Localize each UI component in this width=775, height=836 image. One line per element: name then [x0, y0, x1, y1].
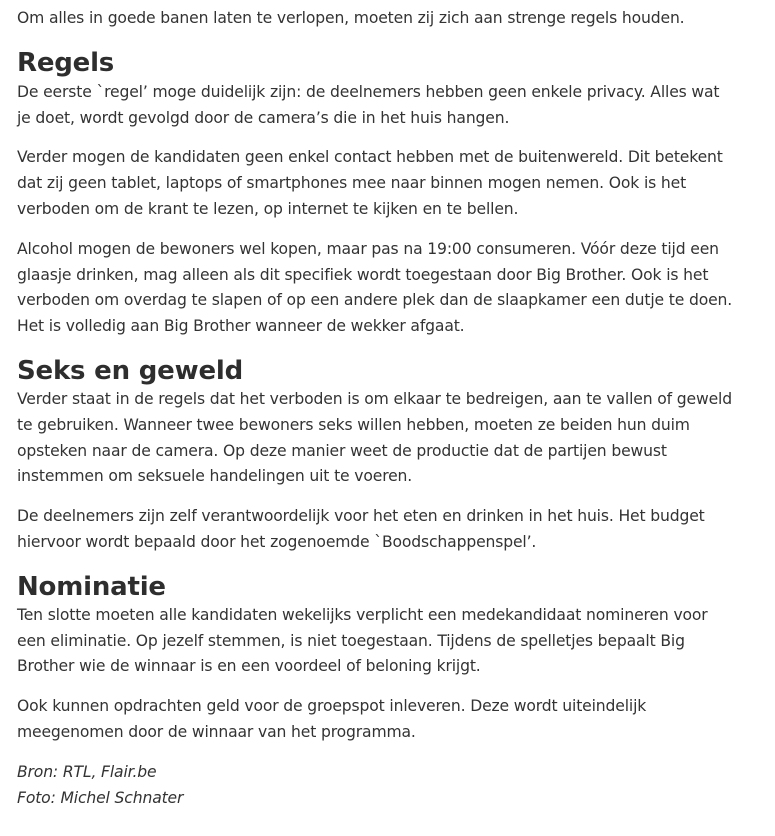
paragraph: De deelnemers zijn zelf verantwoordelijk voor het eten en drinken in het huis. Het budget hiervoor wordt bepaald door het zogenoemde `Boodschappenspel’.	[17, 507, 705, 551]
paragraph: Verder staat in de regels dat het verboden is om elkaar te bedreigen, aan te vallen of geweld te gebruiken. Wanneer twee bewoners seks willen hebben, moeten ze beiden hun duim opsteken naar de camera. Op deze manier weet de productie dat de partijen bewust instemmen om seksuele handelingen uit te voeren.	[17, 389, 732, 486]
paragraph: Ten slotte moeten alle kandidaten wekelijks verplicht een medekandidaat nomineren voor een eliminatie. Op jezelf stemmen, is niet toegestaan. Tijdens de spelletjes bepaalt Big Brother wie de winnaar is en een voordeel of beloning krijgt.	[17, 605, 708, 676]
section-heading-nominatie: Nominatie	[17, 571, 166, 602]
intro-paragraph: Om alles in goede banen laten te verlopen, moeten zij zich aan strenge regels houden.	[17, 9, 685, 27]
section-heading-regels: Regels	[17, 47, 115, 78]
section-heading-seks-en-geweld: Seks en geweld	[17, 355, 243, 386]
paragraph: Alcohol mogen de bewoners wel kopen, maar pas na 19:00 consumeren. Vóór deze tijd een glaasje drinken, mag alleen als dit specifiek wordt toegestaan door Big Brother. Ook is het verboden om overdag te slapen of op een andere plek dan de slaapkamer een dutje te doen. Het is volledig aan Big Brother wanneer de wekker afgaat.	[17, 239, 733, 336]
photo-credit: Foto: Michel Schnater	[17, 788, 184, 807]
paragraph: De eerste `regel’ moge duidelijk zijn: de deelnemers hebben geen enkele privacy. Alles wat je doet, wordt gevolgd door de camera’s die in het huis hangen.	[17, 82, 720, 127]
article-body	[17, 0, 737, 811]
source-credit: Bron: RTL, Flair.be	[17, 762, 157, 781]
paragraph: Ook kunnen opdrachten geld voor de groepspot inleveren. Deze wordt uiteindelijk meegenomen door de winnaar van het programma.	[17, 697, 647, 741]
paragraph: Verder mogen de kandidaten geen enkel contact hebben met de buitenwereld. Dit betekent dat zij geen tablet, laptops of smartphones mee naar binnen mogen nemen. Ook is het verboden om de krant te lezen, op internet te kijken en te bellen.	[17, 148, 723, 218]
